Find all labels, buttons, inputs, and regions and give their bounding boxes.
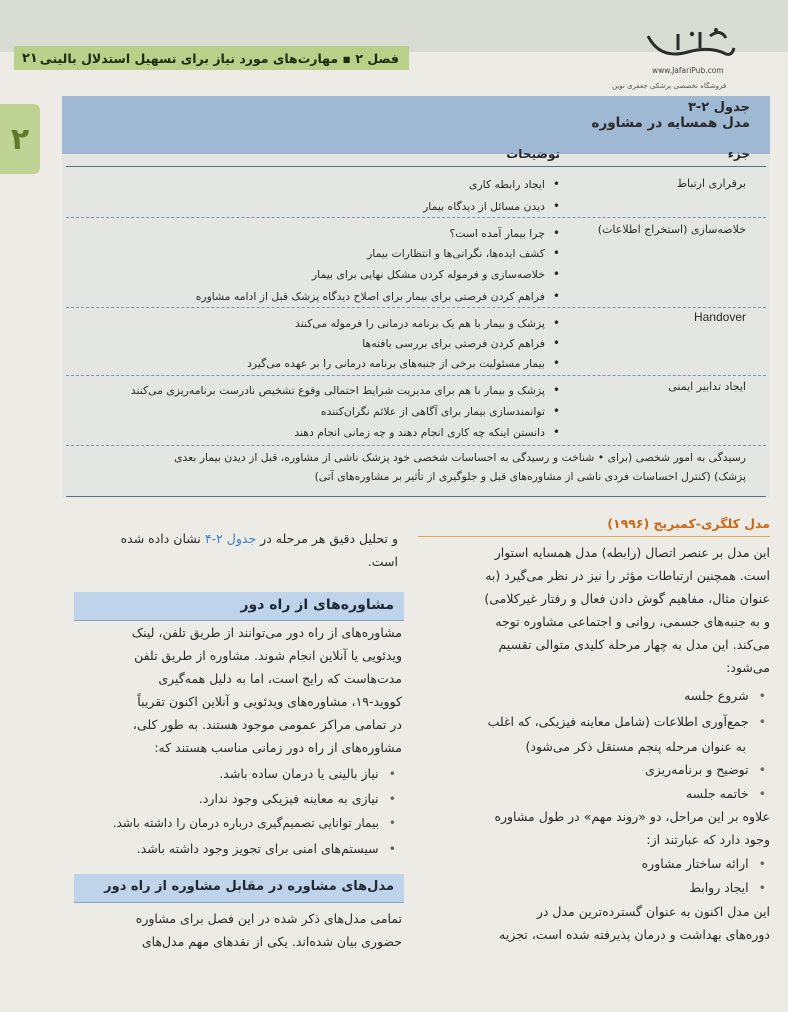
table-row-personal-cont: پزشک) (کنترل احساسات فردی ناشی از مشاوره‌های قبل و جلوگیری از تأثیر بر مشاوره‌های آتی) xyxy=(314,470,746,483)
table-bullet: • پزشک و بیمار با هم یک برنامه درمانی را فرموله می‌کنند xyxy=(295,316,560,330)
table-title: مدل همسایه در مشاوره xyxy=(591,115,750,131)
table-term: خلاصه‌سازی (استخراج اطلاعات) xyxy=(597,223,746,236)
list-item: • سیستم‌های امنی برای تجویز وجود داشته باشد. xyxy=(137,841,396,856)
table-bullet: • کشف ایده‌ها، نگرانی‌ها و انتظارات بیمار xyxy=(367,246,560,260)
paragraph-line: مشاوره‌های از راه دور زمانی مناسب هستند که: xyxy=(154,740,402,755)
row-divider xyxy=(66,307,766,308)
table-number: جدول ۲-۳ xyxy=(687,100,750,115)
logo-url: www.JafariPub.com xyxy=(652,66,724,75)
paragraph-line: مشاوره‌های از راه دور می‌توانند از طریق تلفن، لینک xyxy=(131,625,402,640)
paragraph-line: مدت‌هاست که رایج است، اما به دلیل همه‌گیری xyxy=(158,671,402,686)
row-divider xyxy=(66,445,766,446)
paragraph-line: وجود دارد که عبارتند از: xyxy=(646,832,770,847)
table-bullet: • فراهم کردن فرصتی برای بررسی یافته‌ها xyxy=(362,336,560,350)
paragraph-line: در تمامی مراکز عمومی موجود هستند. به طور کلی، xyxy=(132,717,402,732)
table-bottom-rule xyxy=(66,496,766,497)
list-item: • شروع جلسه xyxy=(684,688,766,703)
running-header xyxy=(14,46,409,70)
list-item: • بیمار توانایی تصمیم‌گیری درباره درمان را داشته باشد. xyxy=(113,816,396,830)
column-header-description: توضیحات xyxy=(506,147,560,161)
paragraph-line: کووید-۱۹، مشاوره‌های ویدئویی و آنلاین اکنون تقریباً xyxy=(137,694,402,709)
paragraph-line: دوره‌های بهداشت و درمان پذیرفته شده است، تجزیه xyxy=(499,927,770,942)
table-bullet: • خلاصه‌سازی و فرموله کردن مشکل نهایی برای بیمار xyxy=(312,267,560,281)
list-item: • نیاز بالینی یا درمان ساده باشد. xyxy=(219,766,396,781)
section-underline xyxy=(74,902,404,903)
list-item-continuation: به عنوان مرحله پنجم مستقل ذکر می‌شود) xyxy=(525,739,746,754)
table-bullet: • دانستن اینکه چه کاری انجام دهند و چه زمانی انجام دهند xyxy=(294,425,560,439)
table-reference-link[interactable]: جدول ۲-۴ xyxy=(204,531,257,546)
section-title-calgary-cambridge: مدل کلگری-کمبریج (۱۹۹۶) xyxy=(418,516,770,537)
list-item: • توضیح و برنامه‌ریزی xyxy=(645,762,766,777)
paragraph-line: است. xyxy=(367,554,398,569)
paragraph-line: عنوان مثال، مفاهیم گوش دادن فعال و رفتار غیرکلامی) xyxy=(484,591,770,606)
row-divider xyxy=(66,217,766,218)
row-divider xyxy=(66,375,766,376)
paragraph-line: ویدئویی یا آنلاین انجام شوند. مشاوره از طریق تلفن xyxy=(134,648,402,663)
paragraph-line xyxy=(121,527,398,550)
paragraph-line: تمامی مدل‌های ذکر شده در این فصل برای مشاوره xyxy=(135,911,402,926)
intro-text-b: نشان داده شده xyxy=(120,531,205,546)
list-item: • خاتمه جلسه xyxy=(686,786,766,801)
paragraph-line: است. همچنین ارتباطات مؤثر را نیز در نظر می‌گیرد (به xyxy=(485,568,770,583)
list-item: • ایجاد روابط xyxy=(689,880,766,895)
table-bullet: • پزشک و بیمار با هم برای مدیریت شرایط احتمالی وقوع تشخیص نادرست برنامه‌ریزی می‌کنند xyxy=(131,383,560,397)
table-bullet: • فراهم کردن فرصتی برای بیمار برای اصلاح دیدگاه پزشک قبل از ادامه مشاوره xyxy=(196,289,560,303)
chapter-title: فصل ۲ ▪ مهارت‌های مورد نیاز برای تسهیل استدلال بالینی xyxy=(39,50,399,66)
table-bullet: • چرا بیمار آمده است؟ xyxy=(450,226,561,240)
table-term: Handover xyxy=(693,310,746,324)
list-item: • جمع‌آوری اطلاعات (شامل معاینه فیزیکی، که اغلب xyxy=(488,714,766,729)
section-title-models: مدل‌های مشاوره در مقابل مشاوره از راه دور xyxy=(74,874,404,902)
table-bullet: • ایجاد رابطه کاری xyxy=(469,177,560,191)
table-term: برقراری ارتباط xyxy=(676,177,746,190)
chapter-tab: ۲ xyxy=(0,104,40,174)
table-term: ایجاد تدابیر ایمنی xyxy=(668,380,746,393)
paragraph-line: این مدل اکنون به عنوان گسترده‌ترین مدل در xyxy=(536,904,770,919)
paragraph-line: می‌شود: xyxy=(726,660,770,675)
paragraph-line: حضوری بیان شده‌اند. یکی از نقدهای مهم مدل‌های xyxy=(141,934,402,949)
table-bullet: • بیمار مسئولیت برخی از جنبه‌های برنامه درمانی را بر عهده می‌گیرد xyxy=(247,356,560,370)
publisher-logo-icon xyxy=(640,26,740,64)
table-bullet: • دیدن مسائل از دیدگاه بیمار xyxy=(423,199,560,213)
paragraph-line: علاوه بر این مراحل، دو «روند مهم» در طول مشاوره xyxy=(494,809,770,824)
list-item: • ارائه ساختار مشاوره xyxy=(642,856,766,871)
paragraph-line: این مدل بر عنصر اتصال (رابطه) مدل همسایه استوار xyxy=(494,545,770,560)
table-bullet: • توانمندسازی بیمار برای آگاهی از علائم نگران‌کننده xyxy=(321,404,560,418)
section-title-remote: مشاوره‌های از راه دور xyxy=(74,592,404,620)
list-item: • نیازی به معاینه فیزیکی وجود ندارد. xyxy=(199,791,396,806)
table-row-personal: رسیدگی به امور شخصی (برای • شناخت و رسیدگی به احساسات شخصی خود پزشک ناشی از مشاوره، قبل از دیدن بیمار بعدی xyxy=(174,451,746,464)
paragraph-line: می‌کند. این مدل به چهار مرحله کلیدی متوالی تقسیم xyxy=(498,637,770,652)
intro-text-a: و تحلیل دقیق هر مرحله در xyxy=(256,531,398,546)
page-number: ۲۱ xyxy=(22,50,38,66)
paragraph-line: و به جنبه‌های جسمی، روانی و اجتماعی مشاوره توجه xyxy=(495,614,770,629)
logo-tagline: فروشگاه تخصصی پزشکی جعفری نوین xyxy=(612,82,727,90)
table-header-rule xyxy=(66,166,766,167)
column-header-part: جزء xyxy=(727,147,750,161)
